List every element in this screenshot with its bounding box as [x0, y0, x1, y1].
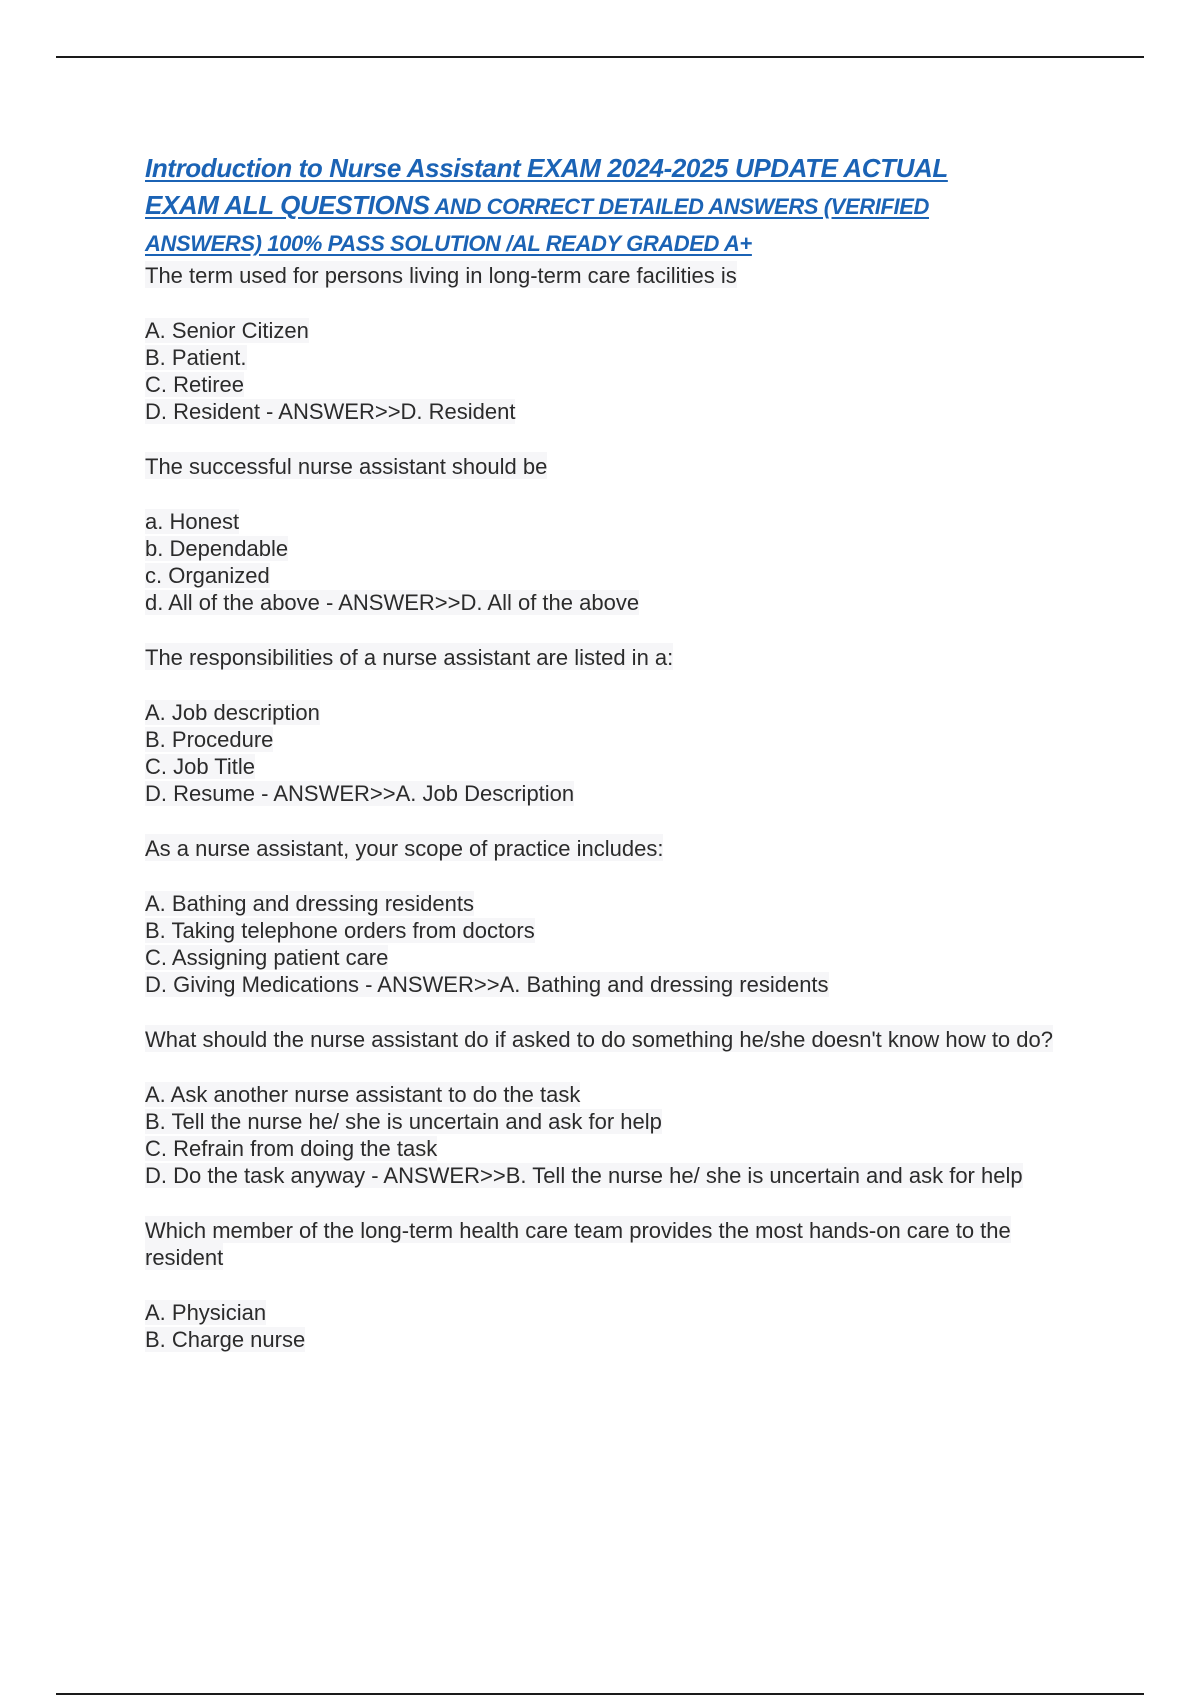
- option-list: [145, 1299, 1085, 1353]
- option: c. Organized: [145, 563, 270, 588]
- question-6: [145, 1217, 1085, 1353]
- question-3: [145, 644, 1085, 807]
- option: A. Physician: [145, 1300, 267, 1325]
- title-line-2b: AND CORRECT DETAILED ANSWERS (VERIFIED: [429, 194, 929, 219]
- question-text: What should the nurse assistant do if asked to do something he/she doesn't know how to do?: [145, 1027, 1053, 1052]
- title-line-2a: EXAM ALL QUESTIONS: [145, 190, 430, 220]
- option-list: [145, 890, 1085, 998]
- option-list: [145, 699, 1085, 807]
- document-title: [145, 150, 1085, 262]
- option: A. Senior Citizen: [145, 318, 309, 343]
- option-list: [145, 1081, 1085, 1189]
- option: C. Retiree: [145, 372, 245, 397]
- question-1: [145, 262, 1085, 425]
- document-body: [145, 150, 1085, 1353]
- title-line-2: [145, 187, 1085, 225]
- title-line-3: ANSWERS) 100% PASS SOLUTION /AL READY GRADED A+: [145, 231, 752, 256]
- option: C. Assigning patient care: [145, 945, 389, 970]
- question-text: The successful nurse assistant should be: [145, 454, 548, 479]
- question-text: Which member of the long-term health care team provides the most hands-on care to the resident: [145, 1218, 1011, 1270]
- bottom-rule: [56, 1693, 1144, 1695]
- option: C. Refrain from doing the task: [145, 1136, 438, 1161]
- option: B. Procedure: [145, 727, 274, 752]
- title-line-1: Introduction to Nurse Assistant EXAM 2024-2025 UPDATE ACTUAL: [145, 153, 948, 183]
- question-text: The responsibilities of a nurse assistant are listed in a:: [145, 645, 674, 670]
- option-list: [145, 317, 1085, 425]
- option: a. Honest: [145, 509, 240, 534]
- option-list: [145, 508, 1085, 616]
- question-4: [145, 835, 1085, 998]
- option-with-answer: D. Do the task anyway - ANSWER>>B. Tell the nurse he/ she is uncertain and ask for help: [145, 1163, 1023, 1188]
- option-with-answer: D. Resume - ANSWER>>A. Job Description: [145, 781, 575, 806]
- option: A. Job description: [145, 700, 320, 725]
- option-with-answer: D. Giving Medications - ANSWER>>A. Bathing and dressing residents: [145, 972, 829, 997]
- option: A. Bathing and dressing residents: [145, 891, 474, 916]
- option: B. Taking telephone orders from doctors: [145, 918, 535, 943]
- question-text: As a nurse assistant, your scope of practice includes:: [145, 836, 664, 861]
- option-with-answer: d. All of the above - ANSWER>>D. All of the above: [145, 590, 640, 615]
- top-rule: [56, 56, 1144, 58]
- question-2: [145, 453, 1085, 616]
- option: C. Job Title: [145, 754, 256, 779]
- question-text: The term used for persons living in long-term care facilities is: [145, 263, 737, 288]
- option: A. Ask another nurse assistant to do the task: [145, 1082, 581, 1107]
- question-5: [145, 1026, 1085, 1189]
- option-with-answer: D. Resident - ANSWER>>D. Resident: [145, 399, 516, 424]
- option: b. Dependable: [145, 536, 289, 561]
- option: B. Patient.: [145, 345, 247, 370]
- option: B. Charge nurse: [145, 1327, 306, 1352]
- option: B. Tell the nurse he/ she is uncertain and ask for help: [145, 1109, 662, 1134]
